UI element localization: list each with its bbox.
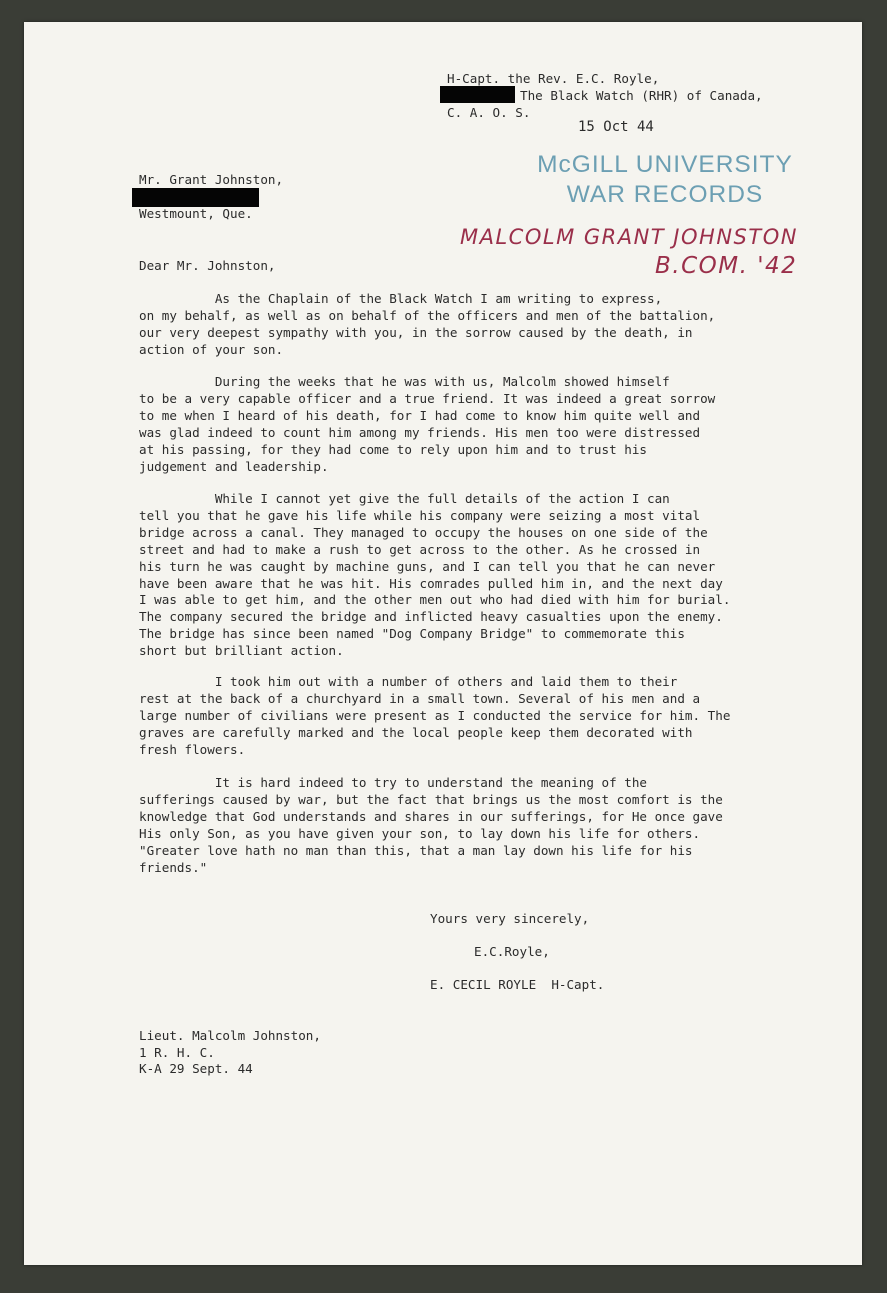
stamp-line-2: WAR RECORDS — [566, 181, 764, 208]
handwritten-degree: B.COM. '42 — [655, 253, 798, 279]
letterhead-line-3: C. A. O. S. — [447, 105, 531, 120]
redaction-bar — [132, 188, 259, 207]
salutation: Dear Mr. Johnston, — [139, 258, 276, 273]
paragraph-2: During the weeks that he was with us, Malcolm showed himself to be a very capable officer and a true friend. It was indeed a great sorrow to me when I heard of his death, for I had come to know him quite well and was glad indeed to count him among my friends. His men too were distressed at his passing, for they had come to rely upon him and to trust his judgement and leadership. — [139, 374, 716, 474]
footer-line-1: Lieut. Malcolm Johnston, — [139, 1028, 321, 1043]
handwritten-name: MALCOLM GRANT JOHNSTON — [460, 225, 798, 249]
paragraph-4: I took him out with a number of others and laid them to their rest at the back of a churchyard in a small town. Several of his men and a large number of civilians were present as I conducted the service for him. The graves are carefully marked and the local people keep them decorated with fresh flowers. — [139, 674, 731, 757]
letterhead-line-2: The Black Watch (RHR) of Canada, — [520, 88, 763, 103]
valediction: Yours very sincerely, — [430, 911, 590, 926]
stamp-line-1: McGILL UNIVERSITY — [537, 151, 793, 178]
letterhead-line-1: H-Capt. the Rev. E.C. Royle, — [447, 71, 660, 86]
redaction-bar — [440, 86, 515, 103]
paragraph-3: While I cannot yet give the full details of the action I can tell you that he gave his life while his company were seizing a most vital bridge across a canal. They managed to occupy the houses on one side of the street and had to make a rush to get across to the other. As he crossed in his turn he was caught by machine guns, and I can tell you that he can never have been aware that he was hit. His comrades pulled him in, and the next day I was able to get him, and the other men out who had died with him for burial. The company secured the bridge and inflicted heavy casualties upon the enemy. The bridge has since been named "Dog Company Bridge" to commemorate this short but brilliant action. — [139, 491, 731, 659]
paragraph-5: It is hard indeed to try to understand the meaning of the sufferings caused by war, but the fact that brings us the most comfort is the knowledge that God understands and shares in our sufferings, for He once gave His only Son, as you have given your son, to lay down his life for others. "Greater love hath no man than this, that a man lay down his life for his friends." — [139, 775, 723, 875]
mcgill-war-records-stamp — [530, 150, 800, 210]
footer-line-3: K-A 29 Sept. 44 — [139, 1061, 253, 1076]
addressee-city: Westmount, Que. — [139, 206, 253, 221]
letter-date: 15 Oct 44 — [578, 119, 654, 135]
typed-name: E. CECIL ROYLE H-Capt. — [430, 977, 605, 992]
addressee-name: Mr. Grant Johnston, — [139, 172, 284, 187]
signature: E.C.Royle, — [474, 944, 550, 959]
footer-line-2: 1 R. H. C. — [139, 1045, 215, 1060]
paragraph-1: As the Chaplain of the Black Watch I am writing to express, on my behalf, as well as on behalf of the officers and men of the battalion, our very deepest sympathy with you, in the sorrow caused by the death, in action of your son. — [139, 291, 716, 357]
